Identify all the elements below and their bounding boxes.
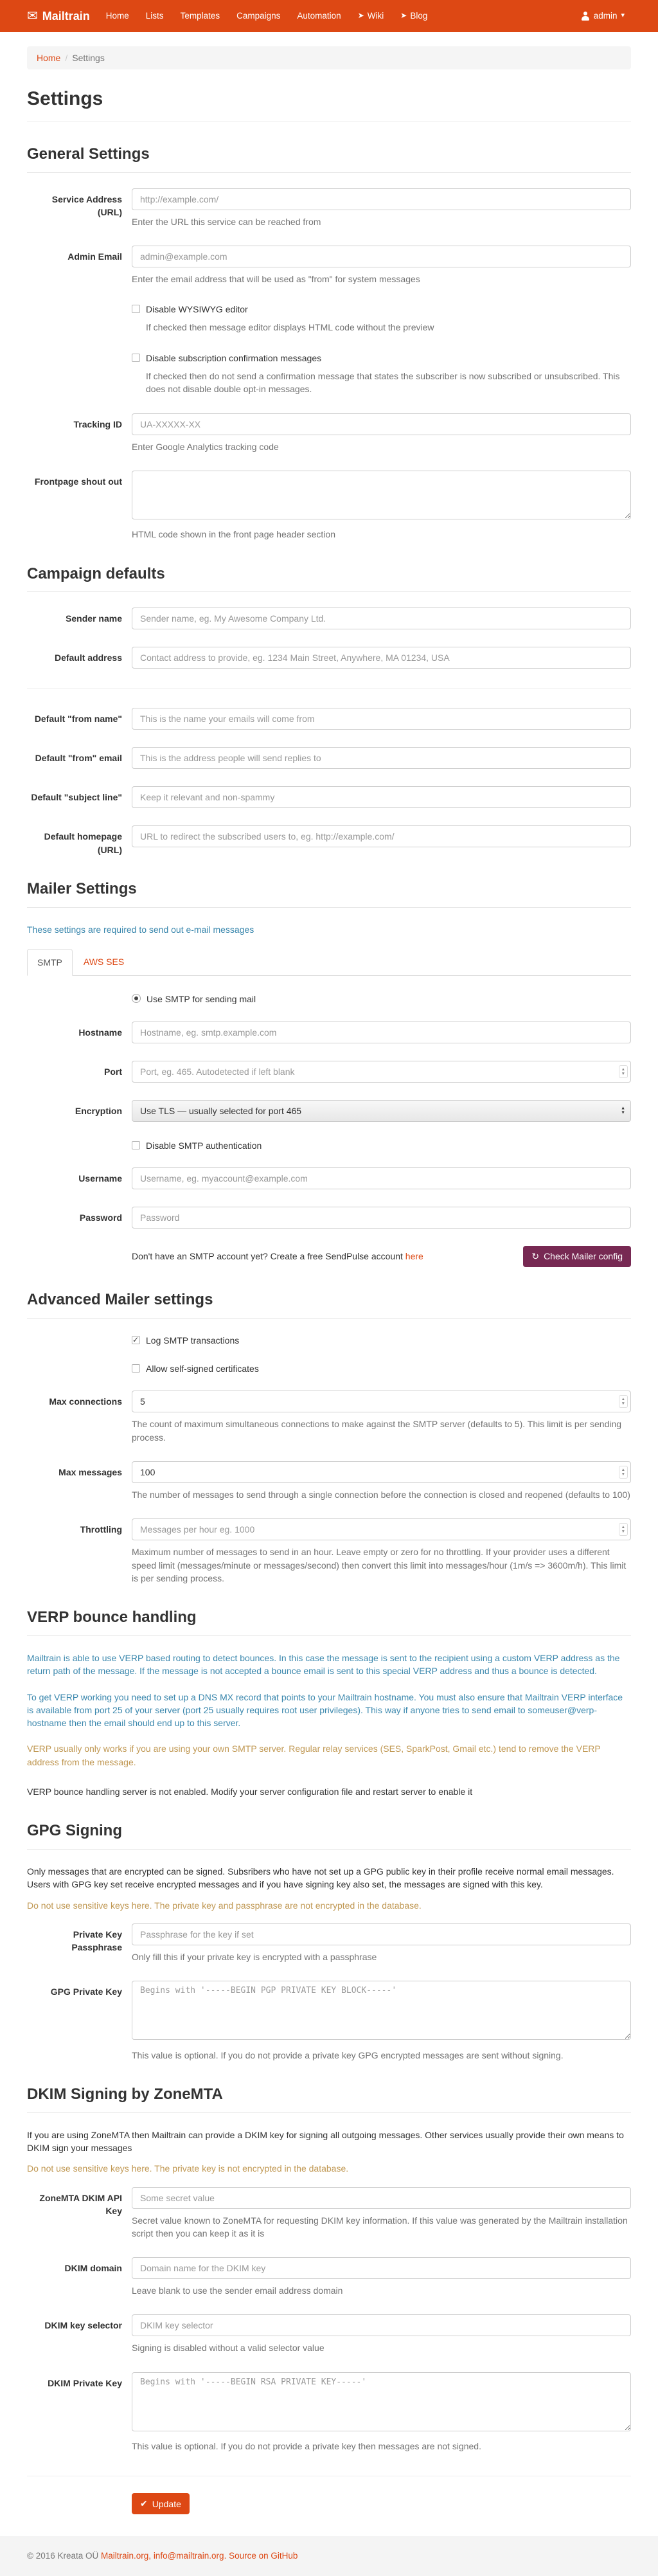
disable-confirmations-label[interactable]: Disable subscription confirmation messages [146,352,322,363]
campaign-divider [27,688,631,689]
passphrase-help: Only fill this if your private key is encrypted with a passphrase [132,1951,377,1962]
gpg-warning: Do not use sensitive keys here. The private key and passphrase are not encrypted in the database. [27,1900,422,1911]
nav-item-campaigns[interactable] [228,0,289,32]
shoutout-row [27,471,631,541]
number-stepper[interactable]: ▲ ▼ [619,1466,628,1479]
homepage-row [27,825,631,856]
username-label: Username [78,1173,122,1184]
throttling-label: Throttling [80,1524,122,1535]
passphrase-input[interactable] [132,1923,631,1945]
sender-name-label: Sender name [66,613,122,624]
dkim-private-key-textarea[interactable] [132,2372,631,2431]
max-messages-input[interactable] [132,1461,631,1483]
service-address-help: Enter the URL this service can be reached from [132,216,321,227]
number-stepper[interactable]: ▲ ▼ [619,1523,628,1536]
nav-label: Blog [410,11,428,21]
use-smtp-row [27,993,631,1005]
dkim-selector-row [27,2314,631,2354]
log-smtp-checkbox[interactable] [132,1336,140,1344]
verp-heading: VERP bounce handling [27,1607,631,1636]
dkim-selector-label: DKIM key selector [44,2320,122,2331]
disable-wysiwyg-checkbox[interactable] [132,305,140,313]
breadcrumb-separator: / [65,53,68,63]
number-stepper[interactable]: ▲ ▼ [619,1065,628,1078]
throttling-row [27,1518,631,1585]
encryption-label: Encryption [75,1105,122,1116]
disable-confirmations-help: If checked then do not send a confirmation message that states the subscriber is now subscribed or unsubscribed. This does not disable double opt-in messages. [146,371,620,395]
dkim-domain-input[interactable] [132,2257,631,2279]
main-nav [98,0,436,32]
sendpulse-text-part: Don't have an SMTP account yet? Create a free SendPulse account [132,1251,405,1262]
admin-email-help: Enter the email address that will be used as "from" for system messages [132,273,420,284]
disable-confirmations-row [27,352,631,396]
dkim-private-key-help: This value is optional. If you do not provide a private key then messages are not signed. [132,2441,481,2452]
breadcrumb [27,46,631,69]
dkim-selector-input[interactable] [132,2314,631,2336]
passphrase-label: Private Key Passphrase [71,1929,122,1953]
disable-auth-label[interactable]: Disable SMTP authentication [146,1140,262,1151]
page-title: Settings [27,88,103,110]
nav-item-automation[interactable] [289,0,349,32]
encryption-select[interactable] [132,1100,631,1122]
sender-name-input[interactable] [132,608,631,629]
default-address-input[interactable] [132,647,631,669]
nav-label: Templates [180,11,220,21]
from-email-label: Default "from" email [35,753,122,764]
user-name: admin [593,11,618,21]
verp-paragraph-1: Mailtrain is able to use VERP based routing to detect bounces. In this case the message is sent to the recipient using a custom VERP address as the return path of the message. If the message is not accepted a bounce email is sent to this special VERP address and thus a bounce is detected. [27,1652,620,1677]
nav-label: Lists [145,11,164,21]
footer-email-link[interactable]: info@mailtrain.org [153,2551,224,2561]
page-footer [0,2536,658,2576]
shoutout-help: HTML code shown in the front page header section [132,529,336,540]
select-arrows-icon: ▲ ▼ [621,1106,625,1115]
username-row [27,1167,631,1189]
footer-separator: . Source on [224,2551,271,2561]
title-divider [27,121,631,122]
nav-item-blog[interactable] [392,0,436,32]
verp-warning: VERP usually only works if you are using your own SMTP server. Regular relay services (SES, SparkPost, Gmail etc.) tend to remove the VERP address from the message. [27,1743,601,1767]
tracking-id-label: Tracking ID [73,419,122,429]
max-connections-help: The count of maximum simultaneous connections to make against the SMTP server (defaults to 5). This limit is per sending process. [132,1419,622,1443]
dkim-intro: If you are using ZoneMTA then Mailtrain can provide a DKIM key for signing all outgoing messages. Other services usually provide their own means to DKIM sign your messages [27,2129,624,2153]
nav-item-templates[interactable] [172,0,229,32]
disable-auth-row [27,1139,631,1152]
dkim-domain-label: DKIM domain [64,2263,122,2274]
disable-wysiwyg-row [27,303,631,334]
password-label: Password [79,1212,122,1223]
service-address-input[interactable] [132,188,631,210]
nav-item-home[interactable] [98,0,138,32]
check-mailer-config-button[interactable] [523,1246,631,1267]
password-input[interactable] [132,1207,631,1229]
subject-line-row [27,786,631,808]
from-email-input[interactable] [132,747,631,769]
service-address-row [27,188,631,228]
gpg-private-key-row [27,1981,631,2062]
hostname-input[interactable] [132,1022,631,1043]
admin-email-row [27,246,631,285]
mailer-intro-text: These settings are required to send out e-mail messages [27,924,254,935]
default-address-label: Default address [54,653,122,663]
from-email-row [27,747,631,769]
tab-smtp[interactable]: SMTP [27,949,73,976]
from-name-label: Default "from name" [34,714,122,725]
passphrase-row [27,1923,631,1963]
verp-paragraph-2: To get VERP working you need to set up a DNS MX record that points to your Mailtrain hostname. You must also ensure that Mailtrain VERP interface is available from port 25 of your server (port 25 usually requires root user privileges). This way if anyone tries to send email to someuser@verp-hostname then the email should end up to this server. [27,1691,623,1729]
mailer-tabs [27,949,631,976]
check-icon: ✔ [140,2498,148,2509]
sender-name-row [27,608,631,629]
share-icon: ➤ [357,11,364,21]
dkim-domain-row [27,2257,631,2297]
disable-auth-checkbox[interactable] [132,1141,140,1149]
top-navbar [0,0,658,32]
max-messages-label: Max messages [58,1466,122,1477]
sendpulse-here-link[interactable]: here [405,1251,423,1262]
gpg-private-key-textarea[interactable] [132,1981,631,2040]
dkim-api-key-help: Secret value known to ZoneMTA for requesting DKIM key information. If this value was generated by the Mailtrain installation script then you can keep it as it is [132,2215,628,2238]
check-mailer-config-label: Check Mailer config [544,1251,623,1262]
refresh-icon: ↻ [531,1250,540,1261]
dkim-warning: Do not use sensitive keys here. The private key is not encrypted in the database. [27,2163,349,2174]
port-row [27,1061,631,1083]
encryption-row [27,1100,631,1122]
throttling-help: Maximum number of messages to send in an hour. Leave empty or zero for no throttling. If your provider uses a different speed limit (messages/minute or messages/second) then convert this limit into messages/hour (1m/s => 3600m/h). This limit is per sending process. [132,1547,627,1583]
use-smtp-label[interactable]: Use SMTP for sending mail [147,994,256,1005]
disable-confirmations-checkbox[interactable] [132,354,140,362]
from-name-row [27,708,631,730]
sendpulse-text [132,1250,423,1263]
chevron-down-icon: ▾ [621,12,625,20]
nav-item-wiki[interactable] [350,0,393,32]
tab-aws-ses[interactable]: AWS SES [83,957,125,968]
password-row [27,1207,631,1229]
port-input[interactable] [132,1061,631,1083]
dkim-private-key-row [27,2372,631,2453]
tracking-id-row [27,413,631,453]
share-icon: ➤ [400,11,407,21]
subject-line-input[interactable] [132,786,631,808]
number-stepper[interactable]: ▲ ▼ [619,1395,628,1408]
admin-email-input[interactable] [132,246,631,267]
log-smtp-label[interactable]: Log SMTP transactions [146,1335,240,1346]
dkim-domain-help: Leave blank to use the sender email address domain [132,2285,343,2296]
footer-copyright: © 2016 Kreata OÜ [27,2551,102,2561]
dkim-selector-help: Signing is disabled without a valid selector value [132,2343,325,2354]
brand-mailtrain[interactable] [27,0,98,32]
encryption-selected-value: Use TLS — usually selected for port 465 [140,1105,302,1116]
hostname-row [27,1022,631,1043]
self-signed-checkbox[interactable] [132,1364,140,1373]
throttling-input[interactable] [132,1518,631,1540]
dkim-api-key-input[interactable] [132,2187,631,2209]
homepage-input[interactable] [132,825,631,847]
footer-github-link[interactable]: GitHub [271,2551,298,2561]
verp-status-text: VERP bounce handling server is not enabled. Modify your server configuration file and restart server to enable it [27,1786,473,1797]
max-messages-help: The number of messages to send through a single connection before the connection is closed and reopened (defaults to 100) [132,1489,630,1500]
shoutout-label: Frontpage shout out [34,476,122,487]
update-button[interactable] [132,2493,190,2514]
user-menu[interactable] [574,10,631,23]
admin-email-label: Admin Email [67,251,122,262]
nav-item-lists[interactable] [138,0,172,32]
hostname-label: Hostname [78,1027,122,1038]
max-connections-input[interactable] [132,1391,631,1412]
nav-label: Campaigns [236,11,281,21]
tracking-id-input[interactable] [132,413,631,435]
gpg-heading: GPG Signing [27,1820,631,1850]
gpg-private-key-label: GPG Private Key [50,1986,122,1997]
from-name-input[interactable] [132,708,631,730]
self-signed-label[interactable]: Allow self-signed certificates [146,1364,259,1374]
self-signed-row [27,1362,631,1375]
max-messages-row [27,1461,631,1501]
dkim-api-key-row [27,2187,631,2240]
use-smtp-radio[interactable] [132,994,141,1003]
envelope-icon: ✉ [27,9,38,23]
dkim-private-key-label: DKIM Private Key [48,2377,122,2388]
footer-mailtrain-link[interactable]: Mailtrain.org [101,2551,149,2561]
tracking-id-help: Enter Google Analytics tracking code [132,441,279,452]
disable-wysiwyg-help: If checked then message editor displays HTML code without the preview [146,322,434,333]
user-icon [581,12,590,21]
update-button-label: Update [152,2498,181,2509]
homepage-label: Default homepage (URL) [44,831,122,855]
subject-line-label: Default "subject line" [31,792,122,803]
max-connections-label: Max connections [49,1396,122,1407]
gpg-intro: Only messages that are encrypted can be signed. Subsribers who have not set up a GPG public key in their profile receive normal email messages. Users with GPG key set receive encrypted messages and if you have signing key also set, the messages are signed with this key. [27,1866,614,1890]
log-smtp-row [27,1334,631,1347]
disable-wysiwyg-label[interactable]: Disable WYSIWYG editor [146,304,248,315]
mailer-settings-heading: Mailer Settings [27,878,631,908]
port-label: Port [104,1066,122,1077]
shoutout-textarea[interactable] [132,471,631,519]
campaign-defaults-heading: Campaign defaults [27,563,631,593]
advanced-mailer-heading: Advanced Mailer settings [27,1289,631,1319]
nav-label: Automation [297,11,341,21]
general-settings-heading: General Settings [27,143,631,173]
breadcrumb-current: Settings [72,53,105,63]
username-input[interactable] [132,1167,631,1189]
footer-separator: , [148,2551,154,2561]
service-address-label: Service Address (URL) [51,194,122,217]
brand-label: Mailtrain [42,9,90,23]
dkim-api-key-label: ZoneMTA DKIM API Key [39,2192,122,2216]
max-connections-row [27,1391,631,1444]
default-address-row [27,647,631,669]
dkim-heading: DKIM Signing by ZoneMTA [27,2084,631,2113]
nav-label: Wiki [367,11,384,21]
gpg-private-key-help: This value is optional. If you do not provide a private key GPG encrypted messages are sent without signing. [132,2049,564,2060]
breadcrumb-home-link[interactable]: Home [37,53,61,63]
nav-label: Home [105,11,129,21]
sendpulse-row [27,1246,631,1267]
